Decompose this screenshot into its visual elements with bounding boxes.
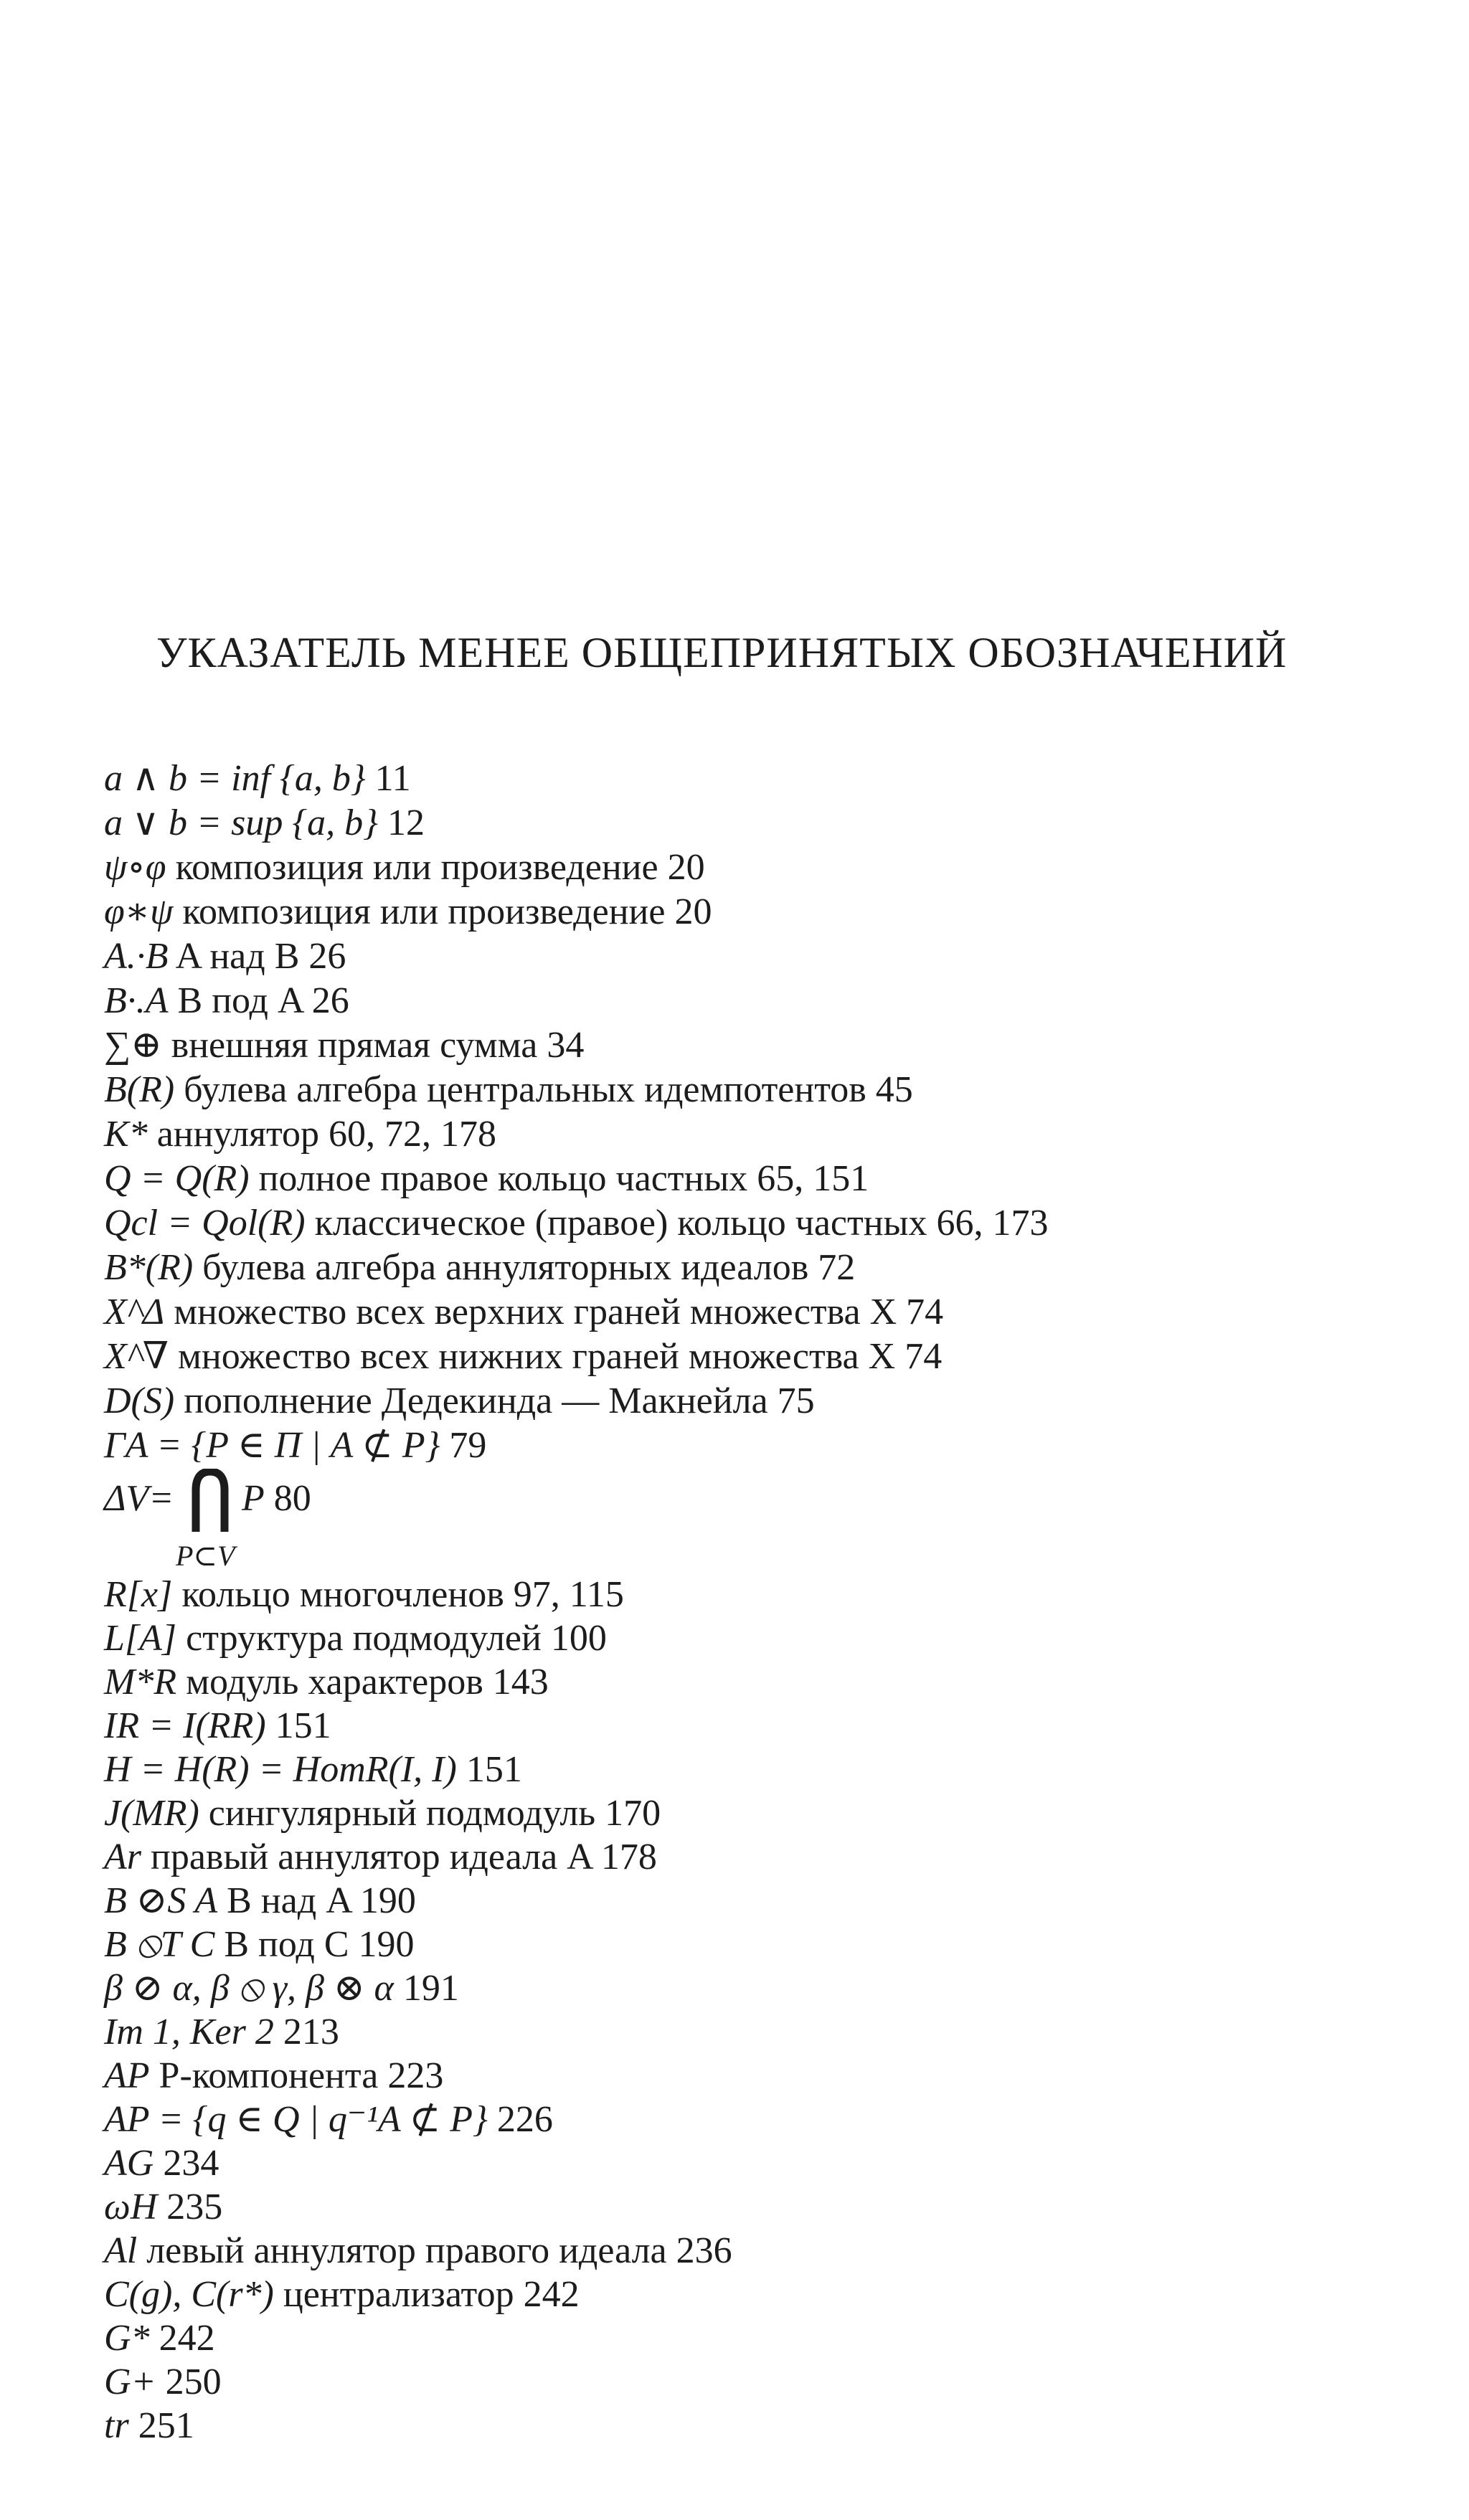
- notation-description: правый аннулятор идеала A: [151, 1837, 592, 1877]
- notation-entry: [104, 1160, 869, 1198]
- notation-symbol: ωH: [104, 2187, 158, 2227]
- notation-symbol: L[A]: [104, 1618, 177, 1659]
- notation-symbol: D(S): [104, 1380, 175, 1421]
- notation-description: B под C: [224, 1924, 349, 1965]
- notation-pages: 72: [818, 1247, 856, 1288]
- notation-pages: 34: [547, 1025, 585, 1066]
- notation-pages: 66, 173: [936, 1203, 1049, 1244]
- notation-description: пополнение Дедекинда — Макнейла: [184, 1380, 768, 1421]
- notation-entry: [104, 1205, 1049, 1242]
- notation-description: сингулярный подмодуль: [208, 1793, 596, 1834]
- notation-description: левый аннулятор правого идеала: [146, 2230, 667, 2271]
- notation-symbol: Ar: [104, 1837, 141, 1877]
- notation-pages: 242: [523, 2274, 580, 2315]
- notation-entry: [104, 1027, 584, 1064]
- notation-entry: [104, 1071, 913, 1109]
- notation-entry: [104, 2101, 553, 2138]
- notation-entry: [104, 1839, 657, 1876]
- notation-description: композиция или произведение: [175, 847, 658, 888]
- notation-symbol: G*: [104, 2318, 150, 2359]
- notation-symbol: a ∨ b = sup {a, b}: [104, 802, 378, 843]
- notation-description: B под A: [177, 980, 303, 1021]
- notation-symbol: a ∧ b = inf {a, b}: [104, 758, 366, 799]
- notation-subscript: P⊂V: [176, 1540, 235, 1572]
- notation-symbol: B ⦸T C: [104, 1924, 215, 1965]
- notation-symbol: Al: [104, 2230, 138, 2271]
- notation-pages: 191: [402, 1968, 459, 2009]
- notation-symbol: Q = Q(R): [104, 1158, 250, 1199]
- notation-entry: [104, 1116, 496, 1153]
- notation-entry: [104, 1380, 815, 1421]
- notation-pages: 12: [387, 802, 425, 843]
- notation-symbol: M*R: [104, 1662, 177, 1702]
- notation-entry: [104, 1338, 942, 1375]
- notation-pages: 251: [138, 2405, 194, 2446]
- notation-symbol: ∑⊕: [104, 1025, 162, 1066]
- notation-description: структура подмодулей: [186, 1618, 542, 1659]
- notation-symbol: B·.A: [104, 980, 169, 1021]
- notation-description: множество всех нижних граней множества X: [178, 1336, 896, 1377]
- notation-entry: [104, 760, 411, 797]
- notation-right: [242, 1477, 311, 1520]
- notation-symbol: AP = {q ∈ Q | q⁻¹A ⊄ P}: [104, 2099, 488, 2140]
- notation-description: булева алгебра аннуляторных идеалов: [202, 1247, 809, 1288]
- notation-entry: [104, 1926, 415, 1964]
- notation-pages: 26: [308, 936, 346, 977]
- notation-pages: 151: [466, 1749, 522, 1790]
- notation-entry: [104, 2145, 219, 2182]
- notation-symbol: IR = I(RR): [104, 1705, 266, 1746]
- notation-entry: [104, 1882, 416, 1920]
- notation-pages: 242: [159, 2318, 215, 2359]
- notation-entry: [104, 938, 346, 975]
- notation-pages: 74: [904, 1336, 943, 1377]
- notation-symbol: ΔV=: [104, 1478, 174, 1519]
- notation-pages: 45: [875, 1069, 913, 1110]
- notation-entry: [104, 802, 425, 843]
- notation-symbol: Qcl = Qol(R): [104, 1203, 306, 1244]
- notation-pages: 26: [311, 980, 349, 1021]
- notation-symbol: X^∇: [104, 1336, 169, 1377]
- notation-entry: [104, 1620, 607, 1657]
- notation-entry: [104, 2057, 443, 2095]
- notation-symbol: X^Δ: [104, 1292, 165, 1332]
- notation-symbol: B(R): [104, 1069, 175, 1110]
- notation-symbol: K*: [104, 1114, 148, 1155]
- notation-symbol: AG: [104, 2143, 154, 2184]
- notation-description: централизатор: [283, 2274, 514, 2315]
- notation-description: внешняя прямая сумма: [171, 1025, 538, 1066]
- notation-description: классическое (правое) кольцо частных: [314, 1203, 927, 1244]
- notation-entry: [104, 1664, 549, 1701]
- notation-pages: 213: [283, 2012, 339, 2052]
- notation-symbol: P: [242, 1478, 265, 1519]
- notation-entry: [104, 1294, 943, 1331]
- notation-entry: [104, 1707, 331, 1745]
- notation-pages: 74: [906, 1292, 944, 1332]
- notation-pages: 20: [667, 847, 705, 888]
- notation-symbol: AP: [104, 2055, 150, 2096]
- notation-pages: 190: [359, 1880, 416, 1921]
- notation-pages: 178: [600, 1837, 657, 1877]
- notation-pages: 60, 72, 178: [329, 1114, 497, 1155]
- notation-description: аннулятор: [156, 1114, 320, 1155]
- notation-entry: [104, 891, 712, 932]
- notation-pages: 234: [163, 2143, 219, 2184]
- notation-description: модуль характеров: [186, 1662, 483, 1702]
- page-title: УКАЗАТЕЛЬ МЕНЕЕ ОБЩЕПРИНЯТЫХ ОБОЗНАЧЕНИЙ: [156, 629, 1288, 676]
- notation-description: B над A: [227, 1880, 351, 1921]
- notation-symbol: J(MR): [104, 1793, 199, 1834]
- notation-pages: 80: [273, 1478, 311, 1519]
- notation-description: P-компонента: [159, 2055, 379, 2096]
- notation-symbol: B*(R): [104, 1247, 194, 1288]
- notation-symbol: φ∗ψ: [104, 891, 174, 932]
- notation-symbol: ΓA = {P ∈ Π | A ⊄ P}: [104, 1425, 440, 1466]
- notation-symbol: G+: [104, 2362, 156, 2402]
- notation-entry: [104, 2364, 222, 2401]
- notation-pages: 226: [496, 2099, 553, 2140]
- notation-pages: 143: [492, 1662, 549, 1702]
- notation-entry: [104, 1795, 661, 1832]
- notation-symbol: C(g), C(r*): [104, 2274, 274, 2315]
- notation-description: A над B: [175, 936, 300, 977]
- notation-pages: 100: [550, 1618, 607, 1659]
- notation-description: булева алгебра центральных идемпотентов: [184, 1069, 866, 1110]
- notation-symbol: Im 1, Ker 2: [104, 2012, 274, 2052]
- notation-entry-bigcap: [104, 1477, 534, 1571]
- notation-symbol: tr: [104, 2405, 129, 2446]
- notation-symbol: ψ∘φ: [104, 847, 166, 888]
- notation-entry: [104, 2407, 194, 2445]
- notation-pages: 151: [275, 1705, 331, 1746]
- notation-pages: 11: [374, 758, 411, 799]
- notation-description: полное правое кольцо частных: [258, 1158, 748, 1199]
- notation-entry: [104, 1427, 486, 1464]
- notation-symbol: A.·B: [104, 936, 169, 977]
- notation-pages: 170: [605, 1793, 661, 1834]
- notation-pages: 250: [165, 2362, 222, 2402]
- notation-entry: [104, 1751, 522, 1789]
- notation-symbol: β ⊘ α, β ⦸ γ, β ⊗ α: [104, 1968, 394, 2009]
- notation-pages: 75: [777, 1380, 815, 1421]
- notation-entry: [104, 2276, 580, 2313]
- notation-pages: 97, 115: [513, 1574, 624, 1615]
- notation-entry: [104, 2320, 215, 2357]
- notation-pages: 65, 151: [757, 1158, 869, 1199]
- notation-description: кольцо многочленов: [181, 1574, 504, 1615]
- notation-entry: [104, 982, 349, 1020]
- notation-entry: [104, 2189, 222, 2226]
- notation-description: композиция или произведение: [182, 891, 666, 932]
- notation-entry: [104, 2232, 732, 2270]
- notation-description: множество всех верхних граней множества X: [174, 1292, 897, 1332]
- notation-entry: [104, 849, 705, 886]
- notation-pages: 190: [358, 1924, 415, 1965]
- notation-pages: 236: [676, 2230, 732, 2271]
- notation-entry: [104, 1249, 855, 1287]
- big-intersection-icon: [189, 1469, 232, 1533]
- notation-entry: [104, 1970, 459, 2007]
- notation-entry: [104, 1576, 624, 1614]
- notation-symbol: R[x]: [104, 1574, 173, 1615]
- notation-pages: 235: [166, 2187, 223, 2227]
- notation-symbol: H = H(R) = HomR(I, I): [104, 1749, 457, 1790]
- notation-pages: 223: [387, 2055, 444, 2096]
- notation-entry: [104, 2014, 339, 2051]
- notation-pages: 79: [449, 1425, 487, 1466]
- notation-pages: 20: [674, 891, 712, 932]
- notation-symbol: B ⊘S A: [104, 1880, 218, 1921]
